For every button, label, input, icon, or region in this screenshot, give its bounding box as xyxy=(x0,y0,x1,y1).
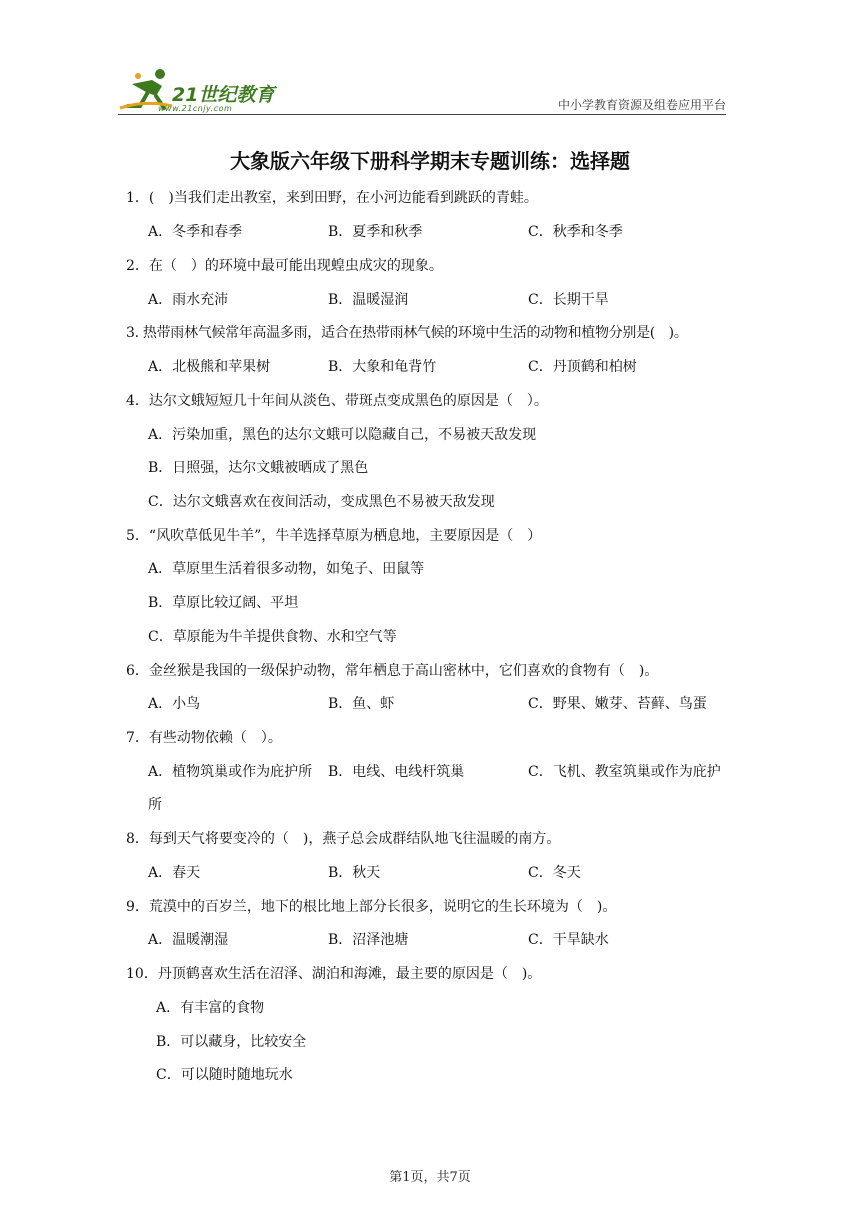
question-5-option-c[interactable]: C．草原能为牛羊提供食物、水和空气等 xyxy=(148,629,397,645)
question-5-option-a[interactable]: A．草原里生活着很多动物，如兔子、田鼠等 xyxy=(148,561,425,577)
question-4-option-c[interactable]: C．达尔文蛾喜欢在夜间活动，变成黑色不易被天敌发现 xyxy=(148,494,495,510)
page-number: 第1页，共7页 xyxy=(389,1170,471,1185)
question-8-stem: 8．每到天气将要变冷的（ )，燕子总会成群结队地飞往温暖的南方。 xyxy=(126,831,561,847)
question-2-option-b[interactable]: B．温暖湿润 xyxy=(328,292,409,308)
question-6-stem: 6．金丝猴是我国的一级保护动物，常年栖息于高山密林中，它们喜欢的食物有（ )。 xyxy=(126,663,659,679)
question-5-option-b[interactable]: B．草原比较辽阔、平坦 xyxy=(148,595,299,611)
question-10-option-c[interactable]: C．可以随时随地玩水 xyxy=(156,1067,293,1083)
question-1-stem: 1．( )当我们走出教室，来到田野，在小河边能看到跳跃的青蛙。 xyxy=(126,190,538,206)
question-8-option-c[interactable]: C．冬天 xyxy=(528,865,581,881)
question-2-option-c[interactable]: C．长期干旱 xyxy=(528,292,609,308)
question-9-option-c[interactable]: C．干旱缺水 xyxy=(528,932,609,948)
question-8-option-b[interactable]: B．秋天 xyxy=(328,865,381,881)
question-2-option-a[interactable]: A．雨水充沛 xyxy=(148,292,229,308)
question-1-option-b[interactable]: B．夏季和秋季 xyxy=(328,224,423,240)
question-3-option-c[interactable]: C．丹顶鹤和柏树 xyxy=(528,359,637,375)
question-6-option-b[interactable]: B．鱼、虾 xyxy=(328,696,395,712)
question-7-option-c-continuation: 所 xyxy=(148,797,162,813)
question-3-option-b[interactable]: B．大象和龟背竹 xyxy=(328,359,437,375)
header-platform-text: 中小学教育资源及组卷应用平台 xyxy=(557,98,726,112)
header-divider xyxy=(118,114,726,115)
question-5-stem: 5．“风吹草低见牛羊”，牛羊选择草原为栖息地，主要原因是（ ） xyxy=(126,528,542,544)
logo xyxy=(118,66,298,112)
question-7-option-c[interactable]: C．飞机、教室筑巢或作为庇护 xyxy=(528,764,721,780)
question-7-stem: 7．有些动物依赖（ ）。 xyxy=(126,730,282,746)
question-10-option-a[interactable]: A．有丰富的食物 xyxy=(156,1000,265,1016)
question-3-stem: 3. 热带雨林气候常年高温多雨，适合在热带雨林气候的环境中生活的动物和植物分别是( )。 xyxy=(126,325,688,341)
question-4-option-b[interactable]: B．日照强，达尔文蛾被晒成了黑色 xyxy=(148,460,369,476)
question-2-stem: 2．在（ ）的环境中最可能出现蝗虫成灾的现象。 xyxy=(126,258,443,274)
question-9-option-b[interactable]: B．沼泽池塘 xyxy=(328,932,409,948)
question-3-option-a[interactable]: A．北极熊和苹果树 xyxy=(148,359,271,375)
question-6-option-c[interactable]: C．野果、嫩芽、苔藓、鸟蛋 xyxy=(528,696,707,712)
question-10-stem: 10．丹顶鹤喜欢生活在沼泽、湖泊和海滩，最主要的原因是（ )。 xyxy=(126,966,542,982)
question-8-option-a[interactable]: A．春天 xyxy=(148,865,201,881)
question-10-option-b[interactable]: B．可以藏身，比较安全 xyxy=(156,1034,307,1050)
question-1-option-c[interactable]: C．秋季和冬季 xyxy=(528,224,623,240)
page-header xyxy=(118,60,726,116)
question-7-option-b[interactable]: B．电线、电线杆筑巢 xyxy=(328,764,465,780)
question-4-option-a[interactable]: A．污染加重，黑色的达尔文蛾可以隐藏自己，不易被天敌发现 xyxy=(148,427,537,443)
question-1-option-a[interactable]: A．冬季和春季 xyxy=(148,224,243,240)
question-4-stem: 4．达尔文蛾短短几十年间从淡色、带斑点变成黑色的原因是（ ）。 xyxy=(126,393,548,409)
logo-text: 21世纪教育 xyxy=(172,84,275,106)
logo-url: www.21cnjy.com xyxy=(158,104,233,113)
page-title: 大象版六年级下册科学期末专题训练：选择题 xyxy=(230,149,630,173)
question-7-option-a[interactable]: A．植物筑巢或作为庇护所 xyxy=(148,764,313,780)
question-9-stem: 9．荒漠中的百岁兰，地下的根比地上部分长很多，说明它的生长环境为（ )。 xyxy=(126,899,617,915)
question-9-option-a[interactable]: A．温暖潮湿 xyxy=(148,932,229,948)
question-6-option-a[interactable]: A．小鸟 xyxy=(148,696,201,712)
